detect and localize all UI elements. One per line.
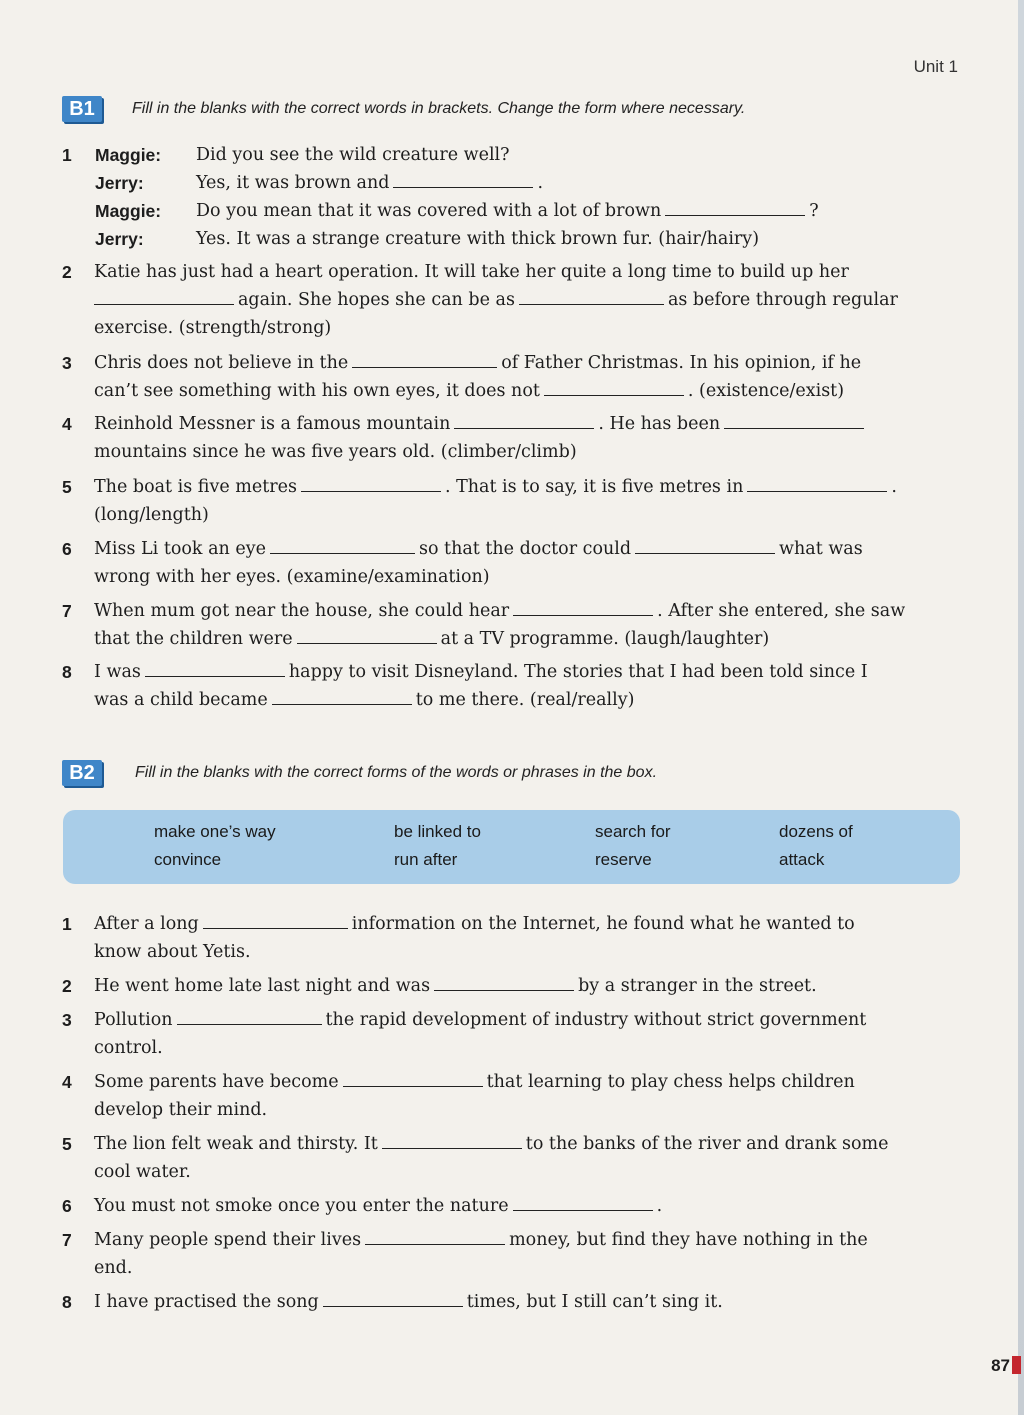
question-line	[94, 410, 964, 438]
answer-blank[interactable]	[724, 410, 864, 429]
question-text: the rapid development of industry without strict government	[325, 1010, 867, 1030]
speaker-label: Jerry:	[95, 229, 144, 249]
question-line	[94, 473, 964, 501]
question-text: I was	[94, 662, 141, 682]
dialogue-text: Do you mean that it was covered with a lot of brown	[196, 201, 662, 221]
question-text: He went home late last night and was	[94, 976, 431, 996]
word-box-item: run after	[394, 850, 458, 869]
answer-blank[interactable]	[382, 1130, 522, 1149]
question-line: end.	[94, 1258, 133, 1278]
unit-label: Unit 1	[913, 57, 958, 76]
question-line: control.	[94, 1038, 163, 1058]
page-edge	[1018, 0, 1024, 1415]
question-line	[94, 349, 964, 377]
word-box-item: make one’s way	[154, 822, 276, 841]
question-text: by a stranger in the street.	[578, 976, 817, 996]
question-line: develop their mind.	[94, 1100, 268, 1120]
dialogue-line	[196, 197, 819, 225]
question-text: Chris does not believe in the	[94, 353, 349, 373]
question-text: was a child became	[94, 690, 268, 710]
question-text: . That is to say, it is five metres in	[444, 477, 744, 497]
question-text: as before through regular	[667, 290, 898, 310]
question-text: what was	[779, 539, 863, 559]
question-number: 3	[62, 353, 72, 373]
question-line: Katie has just had a heart operation. It will take her quite a long time to build up her	[94, 262, 849, 282]
b1-instruction: Fill in the blanks with the correct words in brackets. Change the form where necessary.	[132, 100, 746, 117]
question-text: You must not smoke once you enter the nature	[94, 1196, 509, 1216]
question-number: 5	[62, 1134, 72, 1154]
answer-blank[interactable]	[301, 473, 441, 492]
question-number: 8	[62, 1292, 72, 1312]
question-number: 7	[62, 1230, 72, 1250]
answer-blank[interactable]	[454, 410, 594, 429]
speaker-label: Maggie:	[95, 201, 162, 221]
answer-blank[interactable]	[544, 377, 684, 396]
question-number: 4	[62, 1072, 72, 1092]
question-text: again. She hopes she can be as	[238, 290, 515, 310]
question-text: Miss Li took an eye	[94, 539, 266, 559]
question-line	[94, 625, 964, 653]
answer-blank[interactable]	[352, 349, 497, 368]
page-number: 87	[991, 1356, 1010, 1375]
question-text: Many people spend their lives	[94, 1230, 362, 1250]
dialogue-text: Yes, it was brown and	[196, 173, 390, 193]
question-line	[94, 972, 964, 1000]
question-text: The lion felt weak and thirsty. It	[94, 1134, 378, 1154]
question-line	[94, 658, 964, 686]
question-line	[94, 286, 964, 314]
question-text: happy to visit Disneyland. The stories that I had been told since I	[288, 662, 868, 682]
word-box-item: be linked to	[394, 822, 481, 841]
answer-blank[interactable]	[203, 910, 348, 929]
question-line	[94, 910, 964, 938]
dialogue-text-end: .	[537, 173, 544, 193]
question-number: 2	[62, 976, 72, 996]
question-text: Reinhold Messner is a famous mountain	[94, 414, 451, 434]
question-line	[94, 535, 964, 563]
question-number: 4	[62, 414, 72, 434]
question-number: 6	[62, 539, 72, 559]
speaker-label: Maggie:	[95, 145, 162, 165]
question-line	[94, 1192, 964, 1220]
word-box-item: dozens of	[779, 822, 853, 841]
question-text: to me there. (real/really)	[415, 690, 635, 710]
answer-blank[interactable]	[145, 658, 285, 677]
question-line: mountains since he was five years old. (climber/climb)	[94, 442, 577, 462]
speaker-label: Jerry:	[95, 173, 144, 193]
answer-blank[interactable]	[747, 473, 887, 492]
answer-blank[interactable]	[393, 169, 533, 188]
word-box-item: search for	[595, 822, 671, 841]
question-text: Some parents have become	[94, 1072, 339, 1092]
question-line	[94, 686, 964, 714]
question-text: After a long	[94, 914, 199, 934]
word-box-item: convince	[154, 850, 222, 869]
question-text: .	[656, 1196, 663, 1216]
question-line: exercise. (strength/strong)	[94, 318, 332, 338]
answer-blank[interactable]	[297, 625, 437, 644]
question-line: know about Yetis.	[94, 942, 251, 962]
question-line	[94, 377, 964, 405]
question-number: 7	[62, 601, 72, 621]
answer-blank[interactable]	[177, 1006, 322, 1025]
question-line: cool water.	[94, 1162, 191, 1182]
question-number: 5	[62, 477, 72, 497]
answer-blank[interactable]	[513, 1192, 653, 1211]
question-line: (long/length)	[94, 505, 209, 525]
question-text: that the children were	[94, 629, 293, 649]
question-text: at a TV programme. (laugh/laughter)	[440, 629, 770, 649]
dialogue-line	[196, 169, 543, 197]
question-number: 6	[62, 1196, 72, 1216]
question-text: can’t see something with his own eyes, it does not	[94, 381, 540, 401]
question-line	[94, 1288, 964, 1316]
answer-blank[interactable]	[270, 535, 415, 554]
dialogue-line: Did you see the wild creature well?	[196, 145, 510, 165]
question-number: 8	[62, 662, 72, 682]
answer-blank[interactable]	[635, 535, 775, 554]
section-badge-b1: B1	[62, 96, 102, 122]
word-box-item: reserve	[595, 850, 652, 869]
question-number: 1	[62, 145, 72, 165]
dialogue-text-end: ?	[809, 201, 819, 221]
answer-blank[interactable]	[323, 1288, 463, 1307]
question-text: . (existence/exist)	[687, 381, 845, 401]
answer-blank[interactable]	[434, 972, 574, 991]
answer-blank[interactable]	[94, 286, 234, 305]
answer-blank[interactable]	[519, 286, 664, 305]
b2-instruction: Fill in the blanks with the correct forms of the words or phrases in the box.	[135, 764, 658, 781]
question-text: money, but find they have nothing in the	[509, 1230, 868, 1250]
question-line	[94, 1006, 964, 1034]
question-number: 3	[62, 1010, 72, 1030]
question-text: times, but I still can’t sing it.	[466, 1292, 723, 1312]
question-number: 1	[62, 914, 72, 934]
question-text: to the banks of the river and drank some	[525, 1134, 889, 1154]
question-line	[94, 1068, 964, 1096]
answer-blank[interactable]	[365, 1226, 505, 1245]
question-line: wrong with her eyes. (examine/examination)	[94, 567, 490, 587]
answer-blank[interactable]	[513, 597, 653, 616]
question-text: so that the doctor could	[418, 539, 632, 559]
question-text: . He has been	[598, 414, 721, 434]
question-text: .	[891, 477, 897, 497]
question-text: I have practised the song	[94, 1292, 319, 1312]
page-number-marker	[1012, 1356, 1021, 1374]
word-box	[63, 810, 960, 884]
answer-blank[interactable]	[343, 1068, 483, 1087]
question-line	[94, 1226, 964, 1254]
question-number: 2	[62, 262, 72, 282]
dialogue-line: Yes. It was a strange creature with thick brown fur. (hair/hairy)	[196, 229, 760, 249]
question-line	[94, 1130, 964, 1158]
question-line	[94, 597, 964, 625]
question-text: When mum got near the house, she could hear	[94, 601, 510, 621]
question-text: that learning to play chess helps children	[486, 1072, 855, 1092]
question-text: . After she entered, she saw	[657, 601, 906, 621]
question-text: of Father Christmas. In his opinion, if he	[501, 353, 862, 373]
question-text: Pollution	[94, 1010, 173, 1030]
section-badge-b2: B2	[62, 760, 102, 786]
question-text: The boat is five metres	[94, 477, 297, 497]
question-text: information on the Internet, he found what he wanted to	[351, 914, 855, 934]
answer-blank[interactable]	[665, 197, 805, 216]
word-box-item: attack	[779, 850, 825, 869]
answer-blank[interactable]	[272, 686, 412, 705]
